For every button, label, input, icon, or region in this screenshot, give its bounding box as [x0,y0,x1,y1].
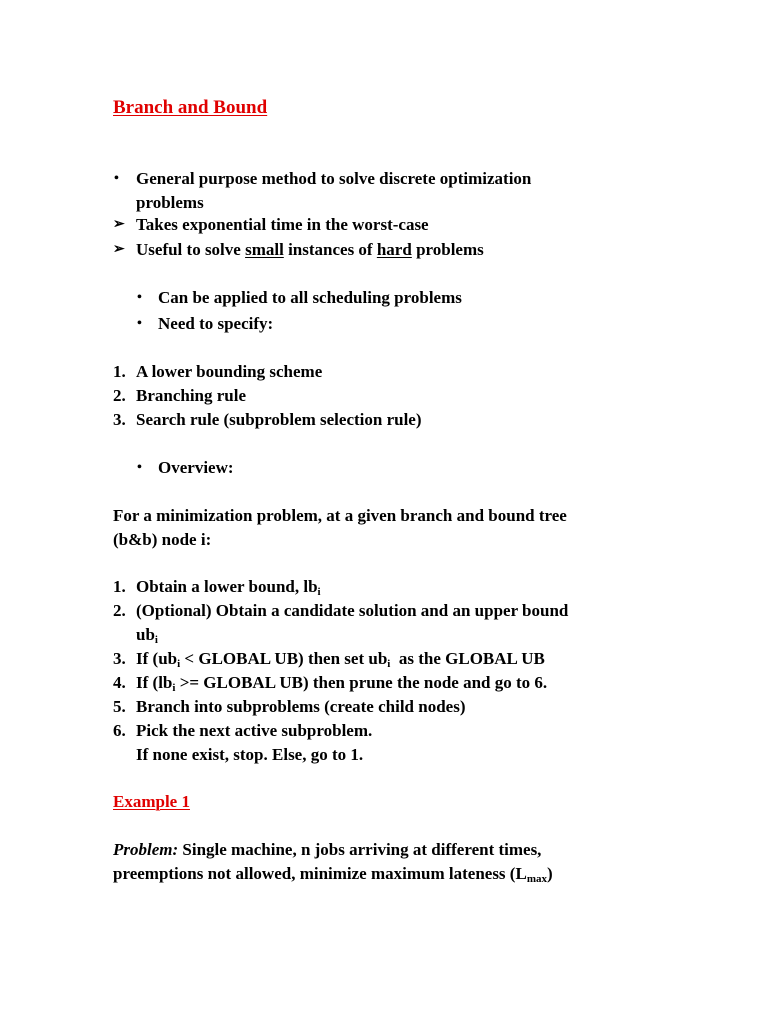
bullet-icon: • [137,316,142,331]
step-number: 6. [113,721,126,740]
step-1-text: Obtain a lower bound, lb [136,577,318,596]
step-3-subscript-2: i [387,658,391,670]
step-1 [136,576,321,598]
step-2-ub: ub [136,625,155,644]
step-number: 1. [113,577,126,596]
step-3-part-b: < GLOBAL UB) then set ub [180,649,388,668]
general-purpose-line1: General purpose method to solve discrete optimization [136,169,532,188]
step-6-line2: If none exist, stop. Else, go to 1. [136,745,364,764]
step-number: 5. [113,697,126,716]
step-3-part-a: If (ub [136,649,178,668]
applied-item-2: Need to specify: [158,314,274,333]
bullet-icon: • [114,171,119,186]
step-1-subscript: i [317,586,321,598]
overview-paragraph-line2: (b&b) node i: [113,530,212,549]
step-4-part-a: If (lb [136,673,173,692]
step-number: 2. [113,601,126,620]
step-4-part-b: >= GLOBAL UB) then prune the node and go to 6. [175,673,548,692]
list-item: A lower bounding scheme [136,362,323,381]
bullet-icon: • [137,460,142,475]
example-heading: Example 1 [113,792,190,811]
exponential-time-line: Takes exponential time in the worst-case [136,215,429,234]
applied-item-1: Can be applied to all scheduling problems [158,288,462,307]
arrow-bullet-icon: ➢ [113,242,125,257]
bullet-icon: • [137,290,142,305]
lmax-subscript: max [526,873,547,885]
list-item: Branching rule [136,386,247,405]
general-purpose-line2: problems [136,193,204,212]
useful-prefix: Useful to solve [136,240,246,259]
step-4 [136,672,547,694]
step-number: 3. [113,649,126,668]
overview-label: Overview: [158,458,234,477]
useful-small-word: small [245,240,284,259]
step-3-part-c: as the GLOBAL UB [390,649,545,668]
problem-close-paren: ) [546,864,553,883]
overview-paragraph-line1: For a minimization problem, at a given branch and bound tree [113,506,567,525]
step-6-line1: Pick the next active subproblem. [136,721,373,740]
step-2-line2 [136,624,158,646]
step-2-subscript: i [154,634,158,646]
step-number: 4. [113,673,126,692]
step-2-line1: (Optional) Obtain a candidate solution and an upper bound [136,601,569,620]
useful-suffix: problems [411,240,484,259]
arrow-bullet-icon: ➢ [113,217,125,232]
problem-text-1: Single machine, n jobs arriving at different times, [178,840,542,859]
problem-text-2: preemptions not allowed, minimize maximum lateness (L [113,864,527,883]
useful-line [136,239,484,261]
step-4-subscript: i [172,682,176,694]
list-number: 1. [113,362,126,381]
step-3 [136,648,545,670]
problem-label: Problem: [113,840,179,859]
problem-line2 [113,863,553,885]
problem-line1 [113,839,541,861]
list-number: 2. [113,386,126,405]
useful-hard-word: hard [376,240,412,259]
page-title: Branch and Bound [113,97,268,118]
list-number: 3. [113,410,126,429]
step-3-subscript-1: i [177,658,181,670]
list-item: Search rule (subproblem selection rule) [136,410,422,429]
step-5: Branch into subproblems (create child nodes) [136,697,466,716]
useful-mid: instances of [283,240,377,259]
